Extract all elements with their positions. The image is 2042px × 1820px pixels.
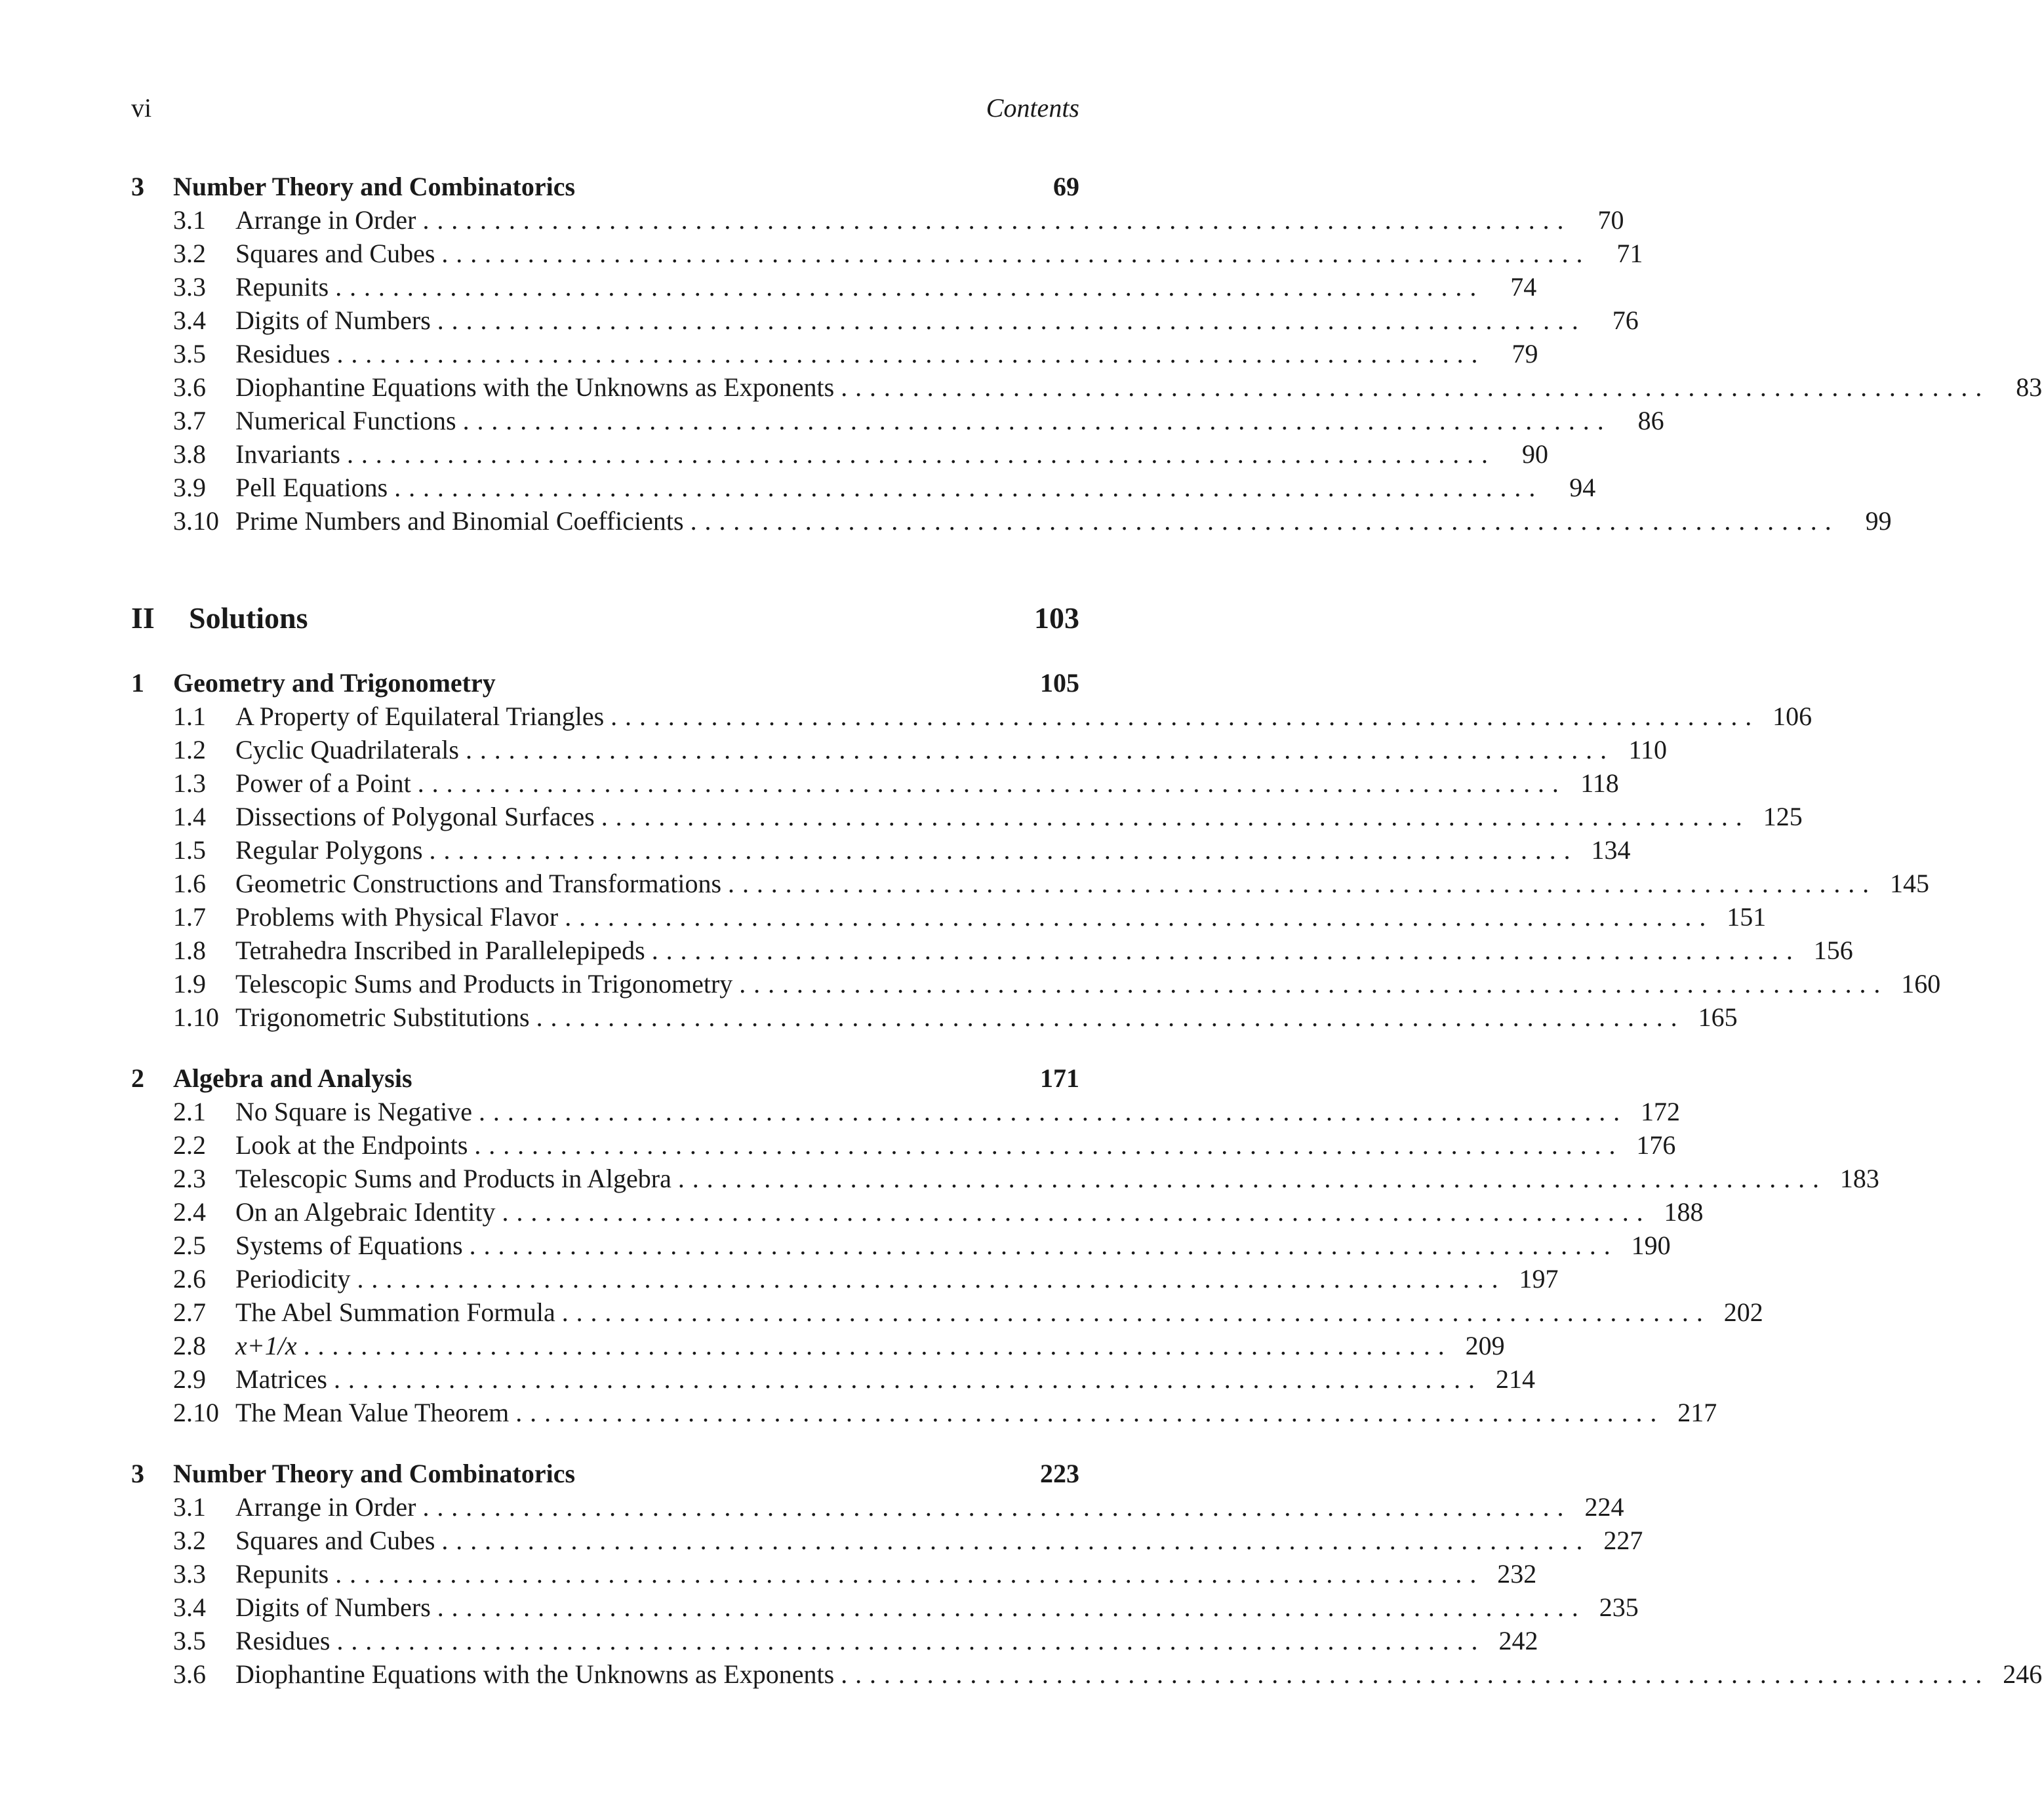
entry-body bbox=[235, 1128, 1676, 1162]
toc-entry[interactable] bbox=[131, 1624, 1538, 1657]
entry-body bbox=[235, 370, 2042, 404]
entry-number: 1.10 bbox=[173, 1002, 219, 1032]
entry-page: 71 bbox=[1616, 239, 1643, 268]
dot-leader: ................................................................................ bbox=[601, 802, 1750, 831]
dot-leader: ................................................................................ bbox=[437, 1592, 1586, 1622]
entry-list bbox=[131, 700, 1941, 1034]
toc-entry[interactable] bbox=[131, 1095, 1681, 1128]
entry-page: 134 bbox=[1591, 835, 1631, 865]
entry-number: 3.8 bbox=[173, 439, 206, 469]
dot-leader: ................................................................................ bbox=[565, 902, 1714, 932]
entry-title: Cyclic Quadrilaterals bbox=[235, 735, 459, 764]
entry-title: Residues bbox=[235, 339, 330, 368]
entry-body bbox=[235, 1162, 1879, 1195]
toc-entry[interactable] bbox=[131, 1362, 1535, 1396]
dot-leader: ................................................................................ bbox=[429, 835, 1578, 865]
dot-leader: ................................................................................ bbox=[515, 1398, 1665, 1427]
toc-entry[interactable] bbox=[131, 1657, 2042, 1691]
dot-leader: ................................................................................ bbox=[502, 1197, 1651, 1227]
entry-body bbox=[235, 504, 1892, 538]
entry-page: 83 bbox=[2016, 372, 2042, 402]
dot-leader: ................................................................................ bbox=[394, 473, 1544, 502]
toc-chapter-block bbox=[131, 170, 2042, 538]
running-head-title: Contents bbox=[986, 93, 1079, 123]
entry-body bbox=[235, 471, 1596, 504]
entry-number: 1.4 bbox=[173, 802, 206, 831]
toc-entry[interactable] bbox=[131, 404, 1664, 437]
entry-title: x+1/x bbox=[235, 1331, 297, 1360]
dot-leader: ................................................................................ bbox=[441, 1526, 1591, 1555]
toc-chapter-block bbox=[131, 666, 1941, 1034]
chapter-heading[interactable] bbox=[131, 1457, 1079, 1490]
chapter-page: 69 bbox=[1053, 172, 1079, 201]
entry-title: Diophantine Equations with the Unknowns as Exponents bbox=[235, 372, 835, 402]
entry-number: 1.9 bbox=[173, 969, 206, 999]
toc-entry[interactable] bbox=[131, 900, 1767, 934]
entry-body bbox=[235, 237, 1643, 270]
entry-title: Prime Numbers and Binomial Coefficients bbox=[235, 506, 684, 536]
entry-title: Squares and Cubes bbox=[235, 1526, 435, 1555]
entry-title: Geometric Constructions and Transformations bbox=[235, 869, 722, 898]
entry-body bbox=[235, 1524, 1643, 1557]
entry-title: Digits of Numbers bbox=[235, 306, 431, 335]
entry-title: Problems with Physical Flavor bbox=[235, 902, 559, 932]
toc-entry[interactable] bbox=[131, 1557, 1537, 1591]
toc-entry[interactable] bbox=[131, 833, 1631, 867]
dot-leader: ................................................................................ bbox=[462, 406, 1612, 435]
entry-title: The Abel Summation Formula bbox=[235, 1297, 555, 1327]
toc-entry[interactable] bbox=[131, 1396, 1717, 1429]
dot-leader: ................................................................................ bbox=[437, 306, 1586, 335]
entry-body bbox=[235, 733, 1667, 766]
entry-body bbox=[235, 1262, 1559, 1296]
entry-body bbox=[235, 304, 1639, 337]
entry-page: 86 bbox=[1637, 406, 1664, 435]
entry-body bbox=[235, 203, 1624, 237]
toc-entry[interactable] bbox=[131, 1524, 1643, 1557]
entry-number: 2.4 bbox=[173, 1197, 206, 1227]
entry-page: 242 bbox=[1498, 1626, 1538, 1655]
chapter-number: 1 bbox=[131, 668, 144, 698]
entry-number: 2.6 bbox=[173, 1264, 206, 1294]
entry-body bbox=[235, 934, 1853, 967]
chapter-page: 105 bbox=[1040, 668, 1079, 698]
entry-body bbox=[235, 337, 1538, 370]
page-folio: vi bbox=[131, 93, 152, 123]
entry-number: 3.3 bbox=[173, 1559, 206, 1589]
entry-page: 183 bbox=[1839, 1164, 1879, 1193]
part-heading[interactable] bbox=[131, 595, 1079, 641]
toc-entry[interactable] bbox=[131, 934, 1853, 967]
entry-number: 3.1 bbox=[173, 205, 206, 235]
dot-leader: ................................................................................ bbox=[841, 1659, 1990, 1689]
entry-body bbox=[235, 1229, 1671, 1262]
entry-number: 3.2 bbox=[173, 239, 206, 268]
entry-page: 227 bbox=[1603, 1526, 1643, 1555]
toc-entry[interactable] bbox=[131, 1296, 1763, 1329]
entry-page: 106 bbox=[1772, 702, 1812, 731]
entry-number: 3.4 bbox=[173, 1592, 206, 1622]
entry-list bbox=[131, 1095, 1879, 1429]
entry-body bbox=[235, 900, 1767, 934]
entry-list bbox=[131, 1490, 2042, 1691]
entry-title: The Mean Value Theorem bbox=[235, 1398, 510, 1427]
toc-chapter-block bbox=[131, 1457, 2042, 1691]
entry-page: 176 bbox=[1636, 1130, 1676, 1160]
entry-title: On an Algebraic Identity bbox=[235, 1197, 496, 1227]
entry-body bbox=[235, 1195, 1704, 1229]
toc-entry[interactable] bbox=[131, 203, 1624, 237]
entry-title: Squares and Cubes bbox=[235, 239, 435, 268]
entry-number: 1.3 bbox=[173, 768, 206, 798]
entry-title: Telescopic Sums and Products in Trigonometry bbox=[235, 969, 733, 999]
entry-body bbox=[235, 404, 1664, 437]
entry-title: Arrange in Order bbox=[235, 1492, 416, 1522]
entry-number: 3.5 bbox=[173, 1626, 206, 1655]
entry-title: Dissections of Polygonal Surfaces bbox=[235, 802, 595, 831]
toc-entry[interactable] bbox=[131, 766, 1619, 800]
dot-leader: ................................................................................ bbox=[677, 1164, 1827, 1193]
entry-body bbox=[235, 1329, 1505, 1362]
entry-title: Diophantine Equations with the Unknowns as Exponents bbox=[235, 1659, 835, 1689]
entry-number: 2.7 bbox=[173, 1297, 206, 1327]
toc-entry[interactable] bbox=[131, 337, 1538, 370]
chapter-number: 3 bbox=[131, 172, 144, 201]
entry-page: 190 bbox=[1631, 1231, 1671, 1260]
entry-page: 125 bbox=[1763, 802, 1803, 831]
dot-leader: ................................................................................ bbox=[335, 1559, 1485, 1589]
entry-number: 3.3 bbox=[173, 272, 206, 302]
dot-leader: ................................................................................ bbox=[336, 1626, 1486, 1655]
toc-entry[interactable] bbox=[131, 270, 1537, 304]
entry-title: Power of a Point bbox=[235, 768, 411, 798]
entry-number: 3.6 bbox=[173, 372, 206, 402]
dot-leader: ................................................................................ bbox=[422, 205, 1572, 235]
toc-entry[interactable] bbox=[131, 370, 2042, 404]
entry-number: 2.10 bbox=[173, 1398, 219, 1427]
entry-body bbox=[235, 1396, 1717, 1429]
entry-number: 1.8 bbox=[173, 936, 206, 965]
entry-body bbox=[235, 967, 1941, 1000]
entry-title: Repunits bbox=[235, 272, 329, 302]
entry-page: 246 bbox=[2003, 1659, 2042, 1689]
toc-entry[interactable] bbox=[131, 1490, 1624, 1524]
entry-title: Regular Polygons bbox=[235, 835, 423, 865]
entry-number: 1.6 bbox=[173, 869, 206, 898]
entry-body bbox=[235, 437, 1548, 471]
chapter-page: 223 bbox=[1040, 1459, 1079, 1488]
toc-entry[interactable] bbox=[131, 237, 1643, 270]
entry-page: 217 bbox=[1677, 1398, 1717, 1427]
part-number: II bbox=[131, 601, 155, 635]
entry-number: 1.7 bbox=[173, 902, 206, 932]
entry-number: 3.9 bbox=[173, 473, 206, 502]
entry-body bbox=[235, 1624, 1538, 1657]
entry-number: 3.2 bbox=[173, 1526, 206, 1555]
entry-title: Periodicity bbox=[235, 1264, 351, 1294]
entry-title: No Square is Negative bbox=[235, 1097, 473, 1126]
entry-title: Pell Equations bbox=[235, 473, 388, 502]
dot-leader: ................................................................................ bbox=[465, 735, 1614, 764]
dot-leader: ................................................................................ bbox=[651, 936, 1801, 965]
dot-leader: ................................................................................ bbox=[611, 702, 1760, 731]
entry-body bbox=[235, 1490, 1624, 1524]
entry-body bbox=[235, 1657, 2042, 1691]
dot-leader: ................................................................................ bbox=[336, 339, 1486, 368]
entry-page: 188 bbox=[1664, 1197, 1704, 1227]
entry-title: Systems of Equations bbox=[235, 1231, 463, 1260]
entry-body bbox=[235, 833, 1631, 867]
chapter-title: Number Theory and Combinatorics bbox=[173, 1459, 576, 1488]
entry-page: 156 bbox=[1813, 936, 1853, 965]
entry-page: 165 bbox=[1698, 1002, 1738, 1032]
chapter-heading[interactable] bbox=[131, 1061, 1079, 1095]
entry-page: 76 bbox=[1612, 306, 1639, 335]
entry-title: Invariants bbox=[235, 439, 340, 469]
entry-number: 2.9 bbox=[173, 1364, 206, 1394]
entry-page: 160 bbox=[1901, 969, 1941, 999]
entry-title: Matrices bbox=[235, 1364, 327, 1394]
toc-entry[interactable] bbox=[131, 1195, 1704, 1229]
entry-page: 209 bbox=[1465, 1331, 1505, 1360]
entry-body bbox=[235, 1000, 1738, 1034]
toc-entry[interactable] bbox=[131, 1329, 1505, 1362]
entry-title: Arrange in Order bbox=[235, 205, 416, 235]
entry-title: Repunits bbox=[235, 1559, 329, 1589]
entry-page: 94 bbox=[1569, 473, 1596, 502]
entry-body bbox=[235, 1095, 1681, 1128]
entry-page: 70 bbox=[1597, 205, 1624, 235]
toc-entry[interactable] bbox=[131, 504, 1892, 538]
entry-title: Tetrahedra Inscribed in Parallelepipeds bbox=[235, 936, 645, 965]
entry-page: 224 bbox=[1584, 1492, 1624, 1522]
entry-body bbox=[235, 700, 1812, 733]
entry-page: 151 bbox=[1727, 902, 1767, 932]
toc-entry[interactable] bbox=[131, 1162, 1879, 1195]
entry-title: Trigonometric Substitutions bbox=[235, 1002, 530, 1032]
entry-number: 1.5 bbox=[173, 835, 206, 865]
entry-body bbox=[235, 1362, 1535, 1396]
toc-entry[interactable] bbox=[131, 1229, 1671, 1262]
entry-number: 1.2 bbox=[173, 735, 206, 764]
entry-number: 3.7 bbox=[173, 406, 206, 435]
entry-page: 90 bbox=[1521, 439, 1548, 469]
entry-list bbox=[131, 203, 2042, 538]
toc-entry[interactable] bbox=[131, 1128, 1676, 1162]
entry-title: Residues bbox=[235, 1626, 330, 1655]
chapter-number: 3 bbox=[131, 1459, 144, 1488]
toc-entry[interactable] bbox=[131, 1000, 1738, 1034]
dot-leader: ................................................................................ bbox=[479, 1097, 1628, 1126]
dot-leader: ................................................................................ bbox=[739, 969, 1889, 999]
toc-entry[interactable] bbox=[131, 1591, 1639, 1624]
entry-number: 2.5 bbox=[173, 1231, 206, 1260]
entry-body bbox=[235, 1296, 1763, 1329]
dot-leader: ................................................................................ bbox=[561, 1297, 1711, 1327]
dot-leader: ................................................................................ bbox=[474, 1130, 1624, 1160]
entry-title: Digits of Numbers bbox=[235, 1592, 431, 1622]
dot-leader: ................................................................................ bbox=[469, 1231, 1618, 1260]
entry-title: Numerical Functions bbox=[235, 406, 456, 435]
entry-number: 3.5 bbox=[173, 339, 206, 368]
dot-leader: ................................................................................ bbox=[335, 272, 1485, 302]
entry-page: 214 bbox=[1495, 1364, 1535, 1394]
dot-leader: ................................................................................ bbox=[357, 1264, 1506, 1294]
dot-leader: ................................................................................ bbox=[417, 768, 1567, 798]
dot-leader: ................................................................................ bbox=[303, 1331, 1452, 1360]
entry-number: 2.1 bbox=[173, 1097, 206, 1126]
entry-body bbox=[235, 800, 1803, 833]
entry-number: 2.8 bbox=[173, 1331, 206, 1360]
toc-entry[interactable] bbox=[131, 471, 1596, 504]
entry-number: 3.1 bbox=[173, 1492, 206, 1522]
toc-entry[interactable] bbox=[131, 733, 1667, 766]
entry-page: 235 bbox=[1599, 1592, 1639, 1622]
chapter-title: Algebra and Analysis bbox=[173, 1063, 412, 1093]
chapter-number: 2 bbox=[131, 1063, 144, 1093]
toc-entry[interactable] bbox=[131, 700, 1812, 733]
entry-body bbox=[235, 867, 1930, 900]
entry-number: 2.3 bbox=[173, 1164, 206, 1193]
dot-leader: ................................................................................ bbox=[728, 869, 1877, 898]
dot-leader: ................................................................................ bbox=[441, 239, 1591, 268]
dot-leader: ................................................................................ bbox=[422, 1492, 1572, 1522]
chapter-title: Geometry and Trigonometry bbox=[173, 668, 496, 698]
toc-chapter-block bbox=[131, 1061, 1879, 1429]
entry-body bbox=[235, 270, 1537, 304]
entry-number: 1.1 bbox=[173, 702, 206, 731]
dot-leader: ................................................................................ bbox=[333, 1364, 1483, 1394]
toc-entry[interactable] bbox=[131, 304, 1639, 337]
toc-entry[interactable] bbox=[131, 437, 1548, 471]
toc-entry[interactable] bbox=[131, 867, 1930, 900]
entry-body bbox=[235, 766, 1619, 800]
entry-body bbox=[235, 1557, 1537, 1591]
entry-body bbox=[235, 1591, 1639, 1624]
entry-title: A Property of Equilateral Triangles bbox=[235, 702, 605, 731]
dot-leader: ................................................................................ bbox=[536, 1002, 1685, 1032]
entry-number: 3.6 bbox=[173, 1659, 206, 1689]
entry-page: 74 bbox=[1510, 272, 1537, 302]
dot-leader: ................................................................................ bbox=[841, 372, 1990, 402]
toc-entry[interactable] bbox=[131, 800, 1803, 833]
toc-entry[interactable] bbox=[131, 967, 1941, 1000]
entry-title: Look at the Endpoints bbox=[235, 1130, 468, 1160]
entry-page: 110 bbox=[1628, 735, 1667, 764]
entry-number: 3.10 bbox=[173, 506, 219, 536]
entry-page: 172 bbox=[1641, 1097, 1681, 1126]
entry-page: 79 bbox=[1511, 339, 1538, 368]
chapter-heading[interactable] bbox=[131, 666, 1079, 700]
chapter-page: 171 bbox=[1040, 1063, 1079, 1093]
entry-page: 145 bbox=[1890, 869, 1930, 898]
entry-title: Telescopic Sums and Products in Algebra bbox=[235, 1164, 671, 1193]
entry-page: 202 bbox=[1723, 1297, 1763, 1327]
dot-leader: ................................................................................ bbox=[346, 439, 1496, 469]
entry-page: 99 bbox=[1865, 506, 1892, 536]
chapter-heading[interactable] bbox=[131, 170, 1079, 203]
entry-page: 232 bbox=[1497, 1559, 1537, 1589]
entry-number: 2.2 bbox=[173, 1130, 206, 1160]
entry-number: 3.4 bbox=[173, 306, 206, 335]
entry-page: 118 bbox=[1580, 768, 1619, 798]
chapter-title: Number Theory and Combinatorics bbox=[173, 172, 576, 201]
entry-page: 197 bbox=[1519, 1264, 1559, 1294]
part-page: 103 bbox=[1034, 601, 1079, 635]
part-title: Solutions bbox=[189, 601, 308, 635]
toc-entry[interactable] bbox=[131, 1262, 1559, 1296]
dot-leader: ................................................................................ bbox=[690, 506, 1839, 536]
